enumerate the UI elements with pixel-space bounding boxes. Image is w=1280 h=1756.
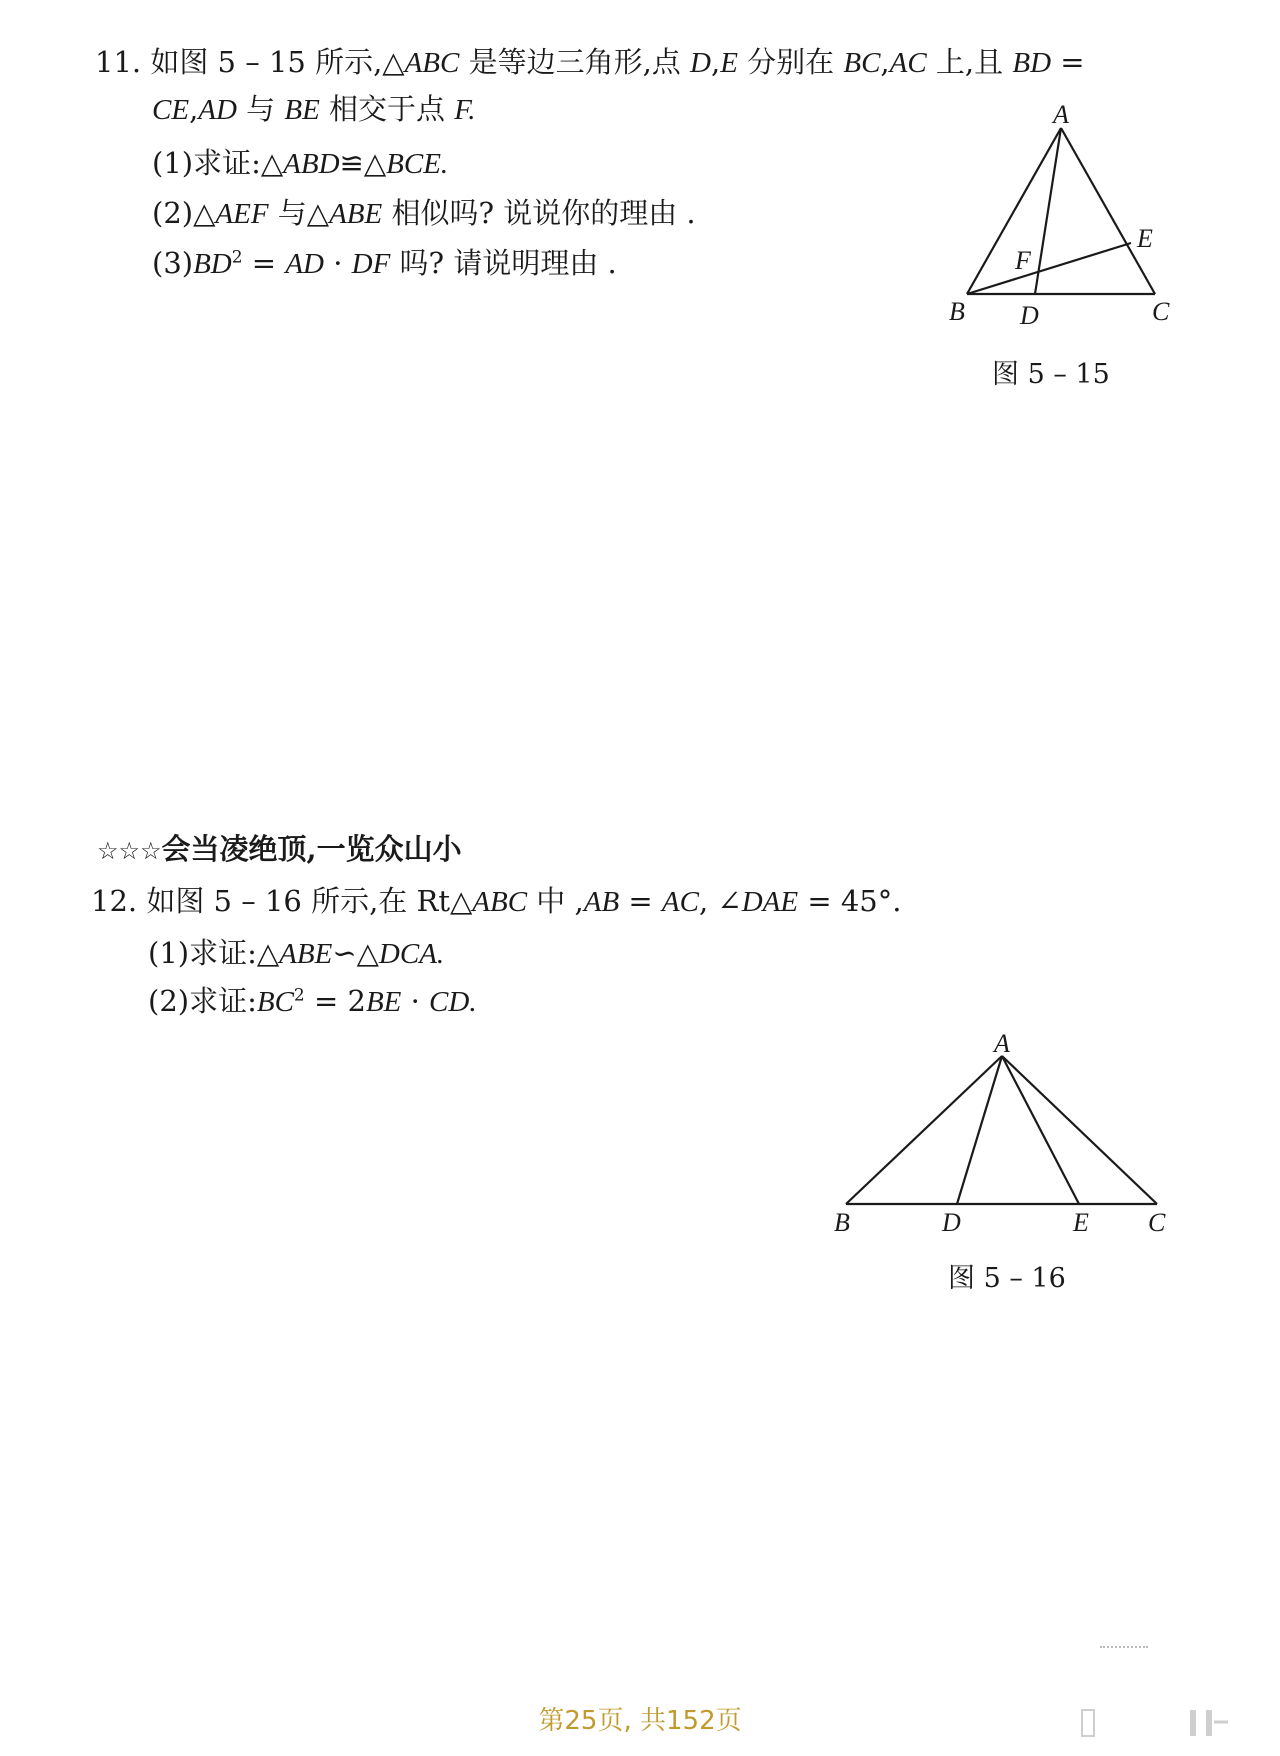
text: 相似吗? 说说你的理由 .	[382, 196, 696, 230]
divider-icon	[1190, 1710, 1196, 1736]
text: 相交于点	[319, 92, 455, 126]
math: BD	[1012, 47, 1052, 79]
math: BCE.	[386, 148, 449, 180]
math: AC	[661, 886, 699, 918]
label-c: C	[1152, 297, 1170, 326]
problem-number: 12.	[91, 884, 138, 918]
text: 与	[236, 92, 285, 126]
math: ABC	[404, 47, 460, 79]
math: BD	[193, 248, 232, 280]
label-e: E	[1137, 224, 1153, 253]
math: AD	[285, 248, 325, 280]
text: (1)求证:△	[148, 936, 280, 970]
divider-icon	[1206, 1710, 1212, 1736]
math: AC	[889, 47, 927, 79]
math: AB	[583, 886, 620, 918]
math: DAE	[741, 886, 799, 918]
label-a: A	[994, 1029, 1010, 1058]
math: BE	[284, 94, 320, 126]
superscript: 2	[293, 985, 305, 1006]
text: 上,且	[926, 45, 1013, 79]
math: CD.	[429, 986, 477, 1018]
text: =	[619, 884, 662, 918]
text: ,	[880, 45, 890, 79]
math: E	[720, 47, 738, 79]
text: ,	[189, 92, 199, 126]
math: BC	[843, 47, 881, 79]
label-b: B	[949, 297, 965, 326]
math: DF	[351, 248, 391, 280]
scan-artifact	[1100, 1646, 1148, 1654]
label-a: A	[1053, 100, 1069, 129]
math: ABE	[279, 938, 333, 970]
text: 吗? 请说明理由 .	[390, 246, 617, 280]
text: (1)求证:△	[152, 146, 284, 180]
math: CE	[152, 94, 190, 126]
label-f: F	[1015, 246, 1031, 275]
page-counter: 第25页, 共152页	[538, 1706, 742, 1736]
math: BC	[256, 986, 294, 1018]
segment-ac	[1002, 1056, 1157, 1204]
math: DCA.	[378, 938, 445, 970]
label-e: E	[1073, 1208, 1089, 1237]
text: ·	[401, 984, 430, 1018]
text: =	[242, 246, 286, 280]
text: 与△	[268, 196, 330, 230]
label-d: D	[942, 1208, 961, 1237]
toolbar-icons	[1080, 1708, 1230, 1742]
label-d: D	[1020, 301, 1039, 330]
section-title: 会当凌绝顶,一览众山小	[161, 832, 462, 866]
text: 中 ,	[527, 884, 584, 918]
math: D	[690, 47, 711, 79]
math: BE	[365, 986, 402, 1018]
text: 是等边三角形,点	[459, 45, 691, 79]
superscript: 2	[231, 247, 243, 268]
math: F.	[454, 94, 476, 126]
math: ABE	[329, 198, 383, 230]
text: 如图 5 – 15 所示,△	[150, 45, 405, 79]
text: = 2	[304, 984, 366, 1018]
star-icons: ☆☆☆	[97, 837, 162, 865]
label-c: C	[1148, 1208, 1166, 1237]
math: AD	[198, 94, 237, 126]
label-b: B	[834, 1208, 850, 1237]
text: ,	[710, 45, 721, 79]
bookmark-icon	[1082, 1710, 1094, 1736]
figure-caption: 图 5 – 15	[992, 359, 1110, 390]
math: AEF	[215, 198, 269, 230]
text: 如图 5 – 16 所示,在 Rt△	[146, 884, 473, 918]
text: ·	[324, 246, 352, 280]
problem-number: 11.	[95, 45, 142, 79]
segment-ae	[1002, 1056, 1079, 1204]
figure-caption: 图 5 – 16	[948, 1263, 1066, 1294]
text: , ∠	[698, 884, 742, 918]
text: ≌△	[339, 146, 387, 180]
text: (2)求证:	[148, 984, 257, 1018]
text: = 45°.	[798, 884, 902, 918]
text: (3)	[152, 246, 194, 280]
math: ABD	[283, 148, 340, 180]
math: ABC	[472, 886, 528, 918]
text: ∽△	[332, 936, 379, 970]
text: 分别在	[737, 45, 844, 79]
text: (2)△	[152, 196, 216, 230]
text: =	[1051, 45, 1085, 79]
